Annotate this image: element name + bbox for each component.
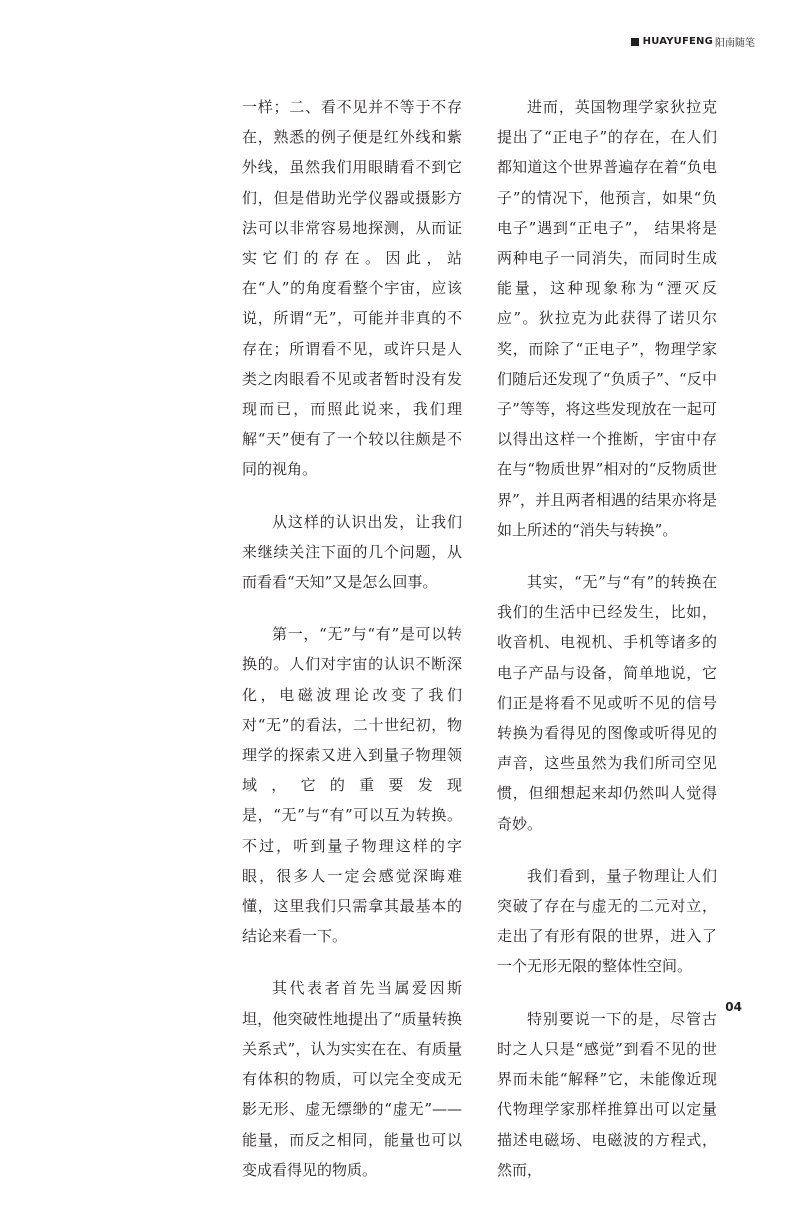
right-text-column <box>497 92 717 1207</box>
filled-square-icon <box>631 38 639 46</box>
paragraph: 其实，“无”与“有”的转换在我们的生活中已经发生，比如，收音机、电视机、手机等诸多的电子产品与设备，简单地说，它们正是将看不见或听不见的信号转换为看得见的图像或听得见的声音，这些虽然为我们所司空见惯，但细想起来却仍然叫人觉得奇妙。 <box>497 573 717 833</box>
paragraph: 从这样的认识出发，让我们来继续关注下面的几个问题，从而看看“天知”又是怎么回事。 <box>242 512 462 592</box>
paragraph: 我们看到，量子物理让人们突破了存在与虚无的二元对立，走出了有形有限的世界，进入了一个无形无限的整体性空间。 <box>497 866 717 976</box>
paragraph: 一样；二、看不见并不等于不存在，熟悉的例子便是红外线和紫外线，虽然我们用眼睛看不到它们，但是借助光学仪器或摄影方法可以非常容易地探测，从而证实它们的存在。因此，站在“人”的角度看整个宇宙，应该说，所谓“无”，可能并非真的不存在；所谓看不见，或许只是人类之肉眼看不见或者暂时没有发现而已，而照此说来，我们理解“天”便有了一个较以往颇是不同的视角。 <box>242 98 462 479</box>
column-name: 阳南随笔 <box>715 38 755 49</box>
paragraph: 特别要说一下的是，尽管古时之人只是“感觉”到看不见的世界而未能“解释”它，未能像近现代物理学家那样推算出可以定量描述电磁场、电磁波的方程式，然而， <box>497 1009 717 1179</box>
left-text-column <box>242 92 462 1207</box>
paragraph: 进而，英国物理学家狄拉克提出了“正电子”的存在，在人们都知道这个世界普遍存在着“负电子”的情况下，他预言，如果“负电子”遇到“正电子”， 结果将是两种电子一同消失，而同时生成能量，这种现象称为“湮灭反应”。狄拉克为此获得了诺贝尔奖，而除了“正电子”，物理学家们随后还发现了“负质子”、“反中子”等等，将这些发现放在一起可以得出这样一个推断，宇宙中存在与“物质世界”相对的“反物质世界”，并且两者相遇的结果亦将是如上所述的“消失与转换”。 <box>497 98 717 539</box>
paragraph: 第一，“无”与“有”是可以转换的。人们对宇宙的认识不断深化，电磁波理论改变了我们对“无”的看法，二十世纪初，物理学的探索又进入到量子物理领域，它的重要发现是，“无”与“有”可以互为转换。不过，听到量子物理这样的字眼，很多人一定会感觉深晦难懂，这里我们只需拿其最基本的结论来看一下。 <box>242 625 462 946</box>
running-header <box>631 34 755 49</box>
magazine-brand: HUAYUFENG <box>642 36 713 47</box>
paragraph: 其代表者首先当属爱因斯坦，他突破性地提出了“质量转换关系式”，认为实实在在、有质量有体积的物质，可以完全变成无影无形、虚无缥缈的“虚无”——能量，而反之相同，能量也可以变成看得见的物质。 <box>242 979 462 1179</box>
page-number: 04 <box>725 1000 742 1014</box>
